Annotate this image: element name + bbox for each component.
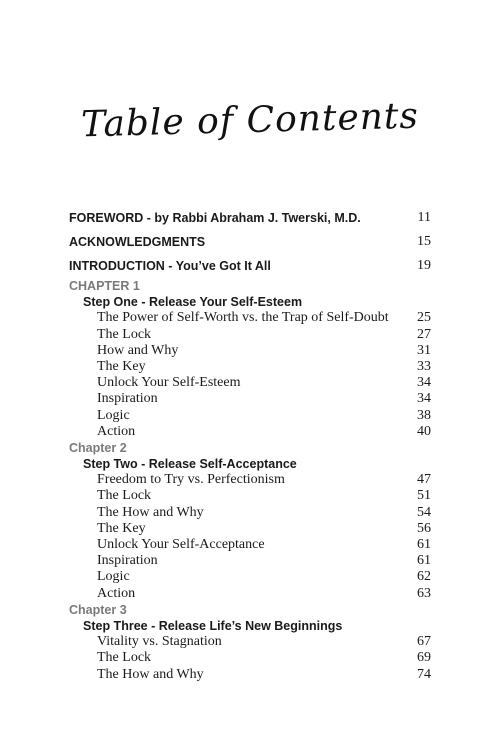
toc-entry-label: INTRODUCTION - You’ve Got It All <box>69 259 271 273</box>
toc-entry-label: Freedom to Try vs. Perfectionism <box>97 472 285 488</box>
toc-entry <box>69 375 431 391</box>
toc-entry-label: Unlock Your Self-Acceptance <box>97 537 265 552</box>
toc-entry-label: FOREWORD - by Rabbi Abraham J. Twerski, M.D. <box>69 211 361 225</box>
toc-entry <box>69 391 431 407</box>
toc-page-number: 31 <box>417 342 431 358</box>
chapter-heading: CHAPTER 1 <box>69 279 140 293</box>
toc-entry <box>69 586 431 602</box>
toc-entry-label: Inspiration <box>97 553 158 569</box>
page-title: Table of Contents <box>80 95 420 146</box>
toc-page-number: 69 <box>417 650 431 666</box>
toc-entry-label: Action <box>97 585 136 601</box>
toc-page-number: 61 <box>417 537 431 552</box>
toc-entry <box>69 537 431 553</box>
toc-entry <box>69 650 431 666</box>
toc-entry <box>69 488 431 504</box>
toc-entry <box>69 359 431 375</box>
toc-entry-acknowledgments <box>69 230 431 254</box>
toc-page-number: 27 <box>417 326 431 342</box>
step-heading: Step Two - Release Self-Acceptance <box>83 457 297 472</box>
toc-page-number: 34 <box>417 391 431 407</box>
toc-page-number: 15 <box>417 234 431 249</box>
toc-entry <box>69 521 431 537</box>
toc-entry-label: The Key <box>97 520 146 536</box>
toc-entry-label: The Key <box>97 358 146 374</box>
toc-entry-label: How and Why <box>97 342 179 358</box>
toc-entry-label: The Lock <box>97 326 152 342</box>
toc-entry-label: ACKNOWLEDGMENTS <box>69 235 206 249</box>
toc-page-number: 19 <box>417 258 431 273</box>
toc-entry <box>69 310 431 326</box>
toc-entry <box>69 553 431 569</box>
toc-page-number: 34 <box>417 375 431 391</box>
toc-entry <box>69 343 431 359</box>
toc-entry <box>69 505 431 521</box>
toc-entry <box>69 667 431 683</box>
toc-entry-label: The Lock <box>97 650 152 666</box>
step-heading: Step Three - Release Life’s New Beginnings <box>83 618 343 633</box>
toc-entry-label: The Lock <box>97 488 152 504</box>
toc-page-number: 56 <box>417 520 431 536</box>
toc-entry-label: The How and Why <box>97 666 204 682</box>
toc-entry-foreword <box>69 206 431 230</box>
toc-entry-label: Action <box>97 423 136 439</box>
toc-page-number: 11 <box>417 210 431 225</box>
toc-entry-label: Vitality vs. Stagnation <box>97 634 222 650</box>
toc-page-number: 51 <box>417 488 431 504</box>
toc-page-number: 67 <box>417 634 431 650</box>
toc-entry <box>69 569 431 585</box>
toc-entry-label: Logic <box>97 569 130 585</box>
table-of-contents <box>69 206 431 683</box>
toc-page-number: 40 <box>417 423 431 439</box>
chapter-heading: Chapter 2 <box>69 440 127 455</box>
chapter-heading: Chapter 3 <box>69 602 127 617</box>
toc-entry-label: The Power of Self-Worth vs. the Trap of Self-Doubt <box>97 310 389 326</box>
toc-page-number: 74 <box>417 666 431 682</box>
toc-page-number: 38 <box>417 407 431 423</box>
toc-entry-label: The How and Why <box>97 504 204 520</box>
step-heading: Step One - Release Your Self-Esteem <box>83 295 303 310</box>
toc-page-number: 47 <box>417 472 431 488</box>
toc-entry <box>69 634 431 650</box>
toc-entry-label: Inspiration <box>97 391 158 407</box>
toc-entry-label: Logic <box>97 407 130 423</box>
toc-page-number: 54 <box>417 504 431 520</box>
toc-page-number: 25 <box>417 310 431 326</box>
toc-page-number: 62 <box>417 569 431 585</box>
toc-entry-introduction <box>69 254 431 278</box>
toc-entry <box>69 327 431 343</box>
toc-page-number: 61 <box>417 553 431 569</box>
toc-entry <box>69 472 431 488</box>
toc-entry-label: Unlock Your Self-Esteem <box>97 375 241 391</box>
toc-page-number: 33 <box>417 358 431 374</box>
toc-page-number: 63 <box>417 585 431 601</box>
toc-entry <box>69 424 431 440</box>
toc-entry <box>69 408 431 424</box>
